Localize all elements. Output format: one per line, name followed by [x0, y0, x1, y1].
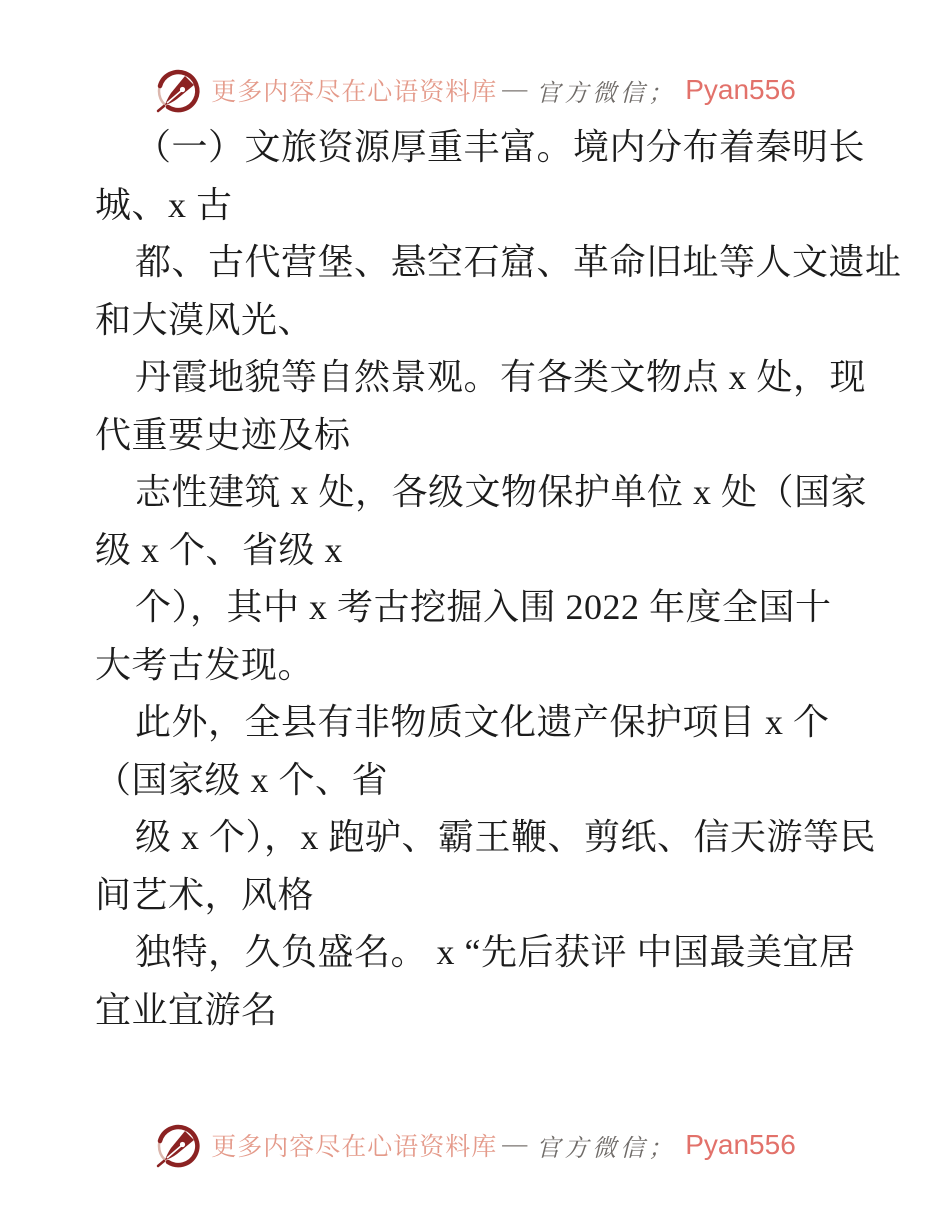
watermark-wechat-label: 官方微信； — [536, 1135, 677, 1162]
document-line: 志性建筑 x 处，各级文物保护单位 x 处（国家 — [135, 472, 868, 512]
watermark-wechat-label: 官方微信； — [536, 80, 677, 107]
header-watermark — [0, 62, 950, 118]
document-line: （国家级 x 个、省 — [95, 759, 389, 800]
footer-watermark — [0, 1117, 950, 1173]
document-line: 级 x 个），x 跑驴、霸王鞭、剪纸、信天游等民 — [135, 817, 877, 857]
watermark-brand-text: 更多内容尽在心语资料库 — [211, 1134, 498, 1161]
document-line: 独特，久负盛名。 x “先后获评 中国最美宜居 — [135, 932, 856, 972]
document-line: 和大漠风光、 — [95, 299, 315, 340]
document-line: 大考古发现。 — [95, 644, 315, 685]
document-line: 代重要史迹及标 — [95, 414, 351, 455]
watermark-dash: — — [502, 1131, 528, 1158]
document-line: 个），其中 x 考古挖掘入围 2022 年度全国十 — [135, 587, 832, 627]
document-line: 城、x 古 — [95, 184, 233, 225]
pen-nib-badge-icon — [154, 1120, 202, 1170]
document-line: 都、古代营堡、悬空石窟、革命旧址等人文遗址 — [135, 242, 902, 282]
watermark-wechat-id: Pyan556 — [685, 1129, 796, 1160]
watermark-wechat-id: Pyan556 — [685, 74, 796, 105]
watermark-dash: — — [502, 76, 528, 103]
document-line: 宜业宜游名 — [95, 989, 278, 1030]
watermark-brand-text: 更多内容尽在心语资料库 — [211, 79, 498, 106]
document-line: 此外，全县有非物质文化遗产保护项目 x 个 — [135, 702, 830, 742]
document-body — [95, 119, 902, 1039]
document-line: 级 x 个、省级 x — [95, 529, 344, 570]
document-line: （一）文旅资源厚重丰富。境内分布着秦明长 — [135, 127, 866, 167]
document-line: 间艺术，风格 — [95, 874, 315, 915]
pen-nib-badge-icon — [154, 65, 202, 115]
document-line: 丹霞地貌等自然景观。有各类文物点 x 处，现 — [135, 357, 867, 397]
